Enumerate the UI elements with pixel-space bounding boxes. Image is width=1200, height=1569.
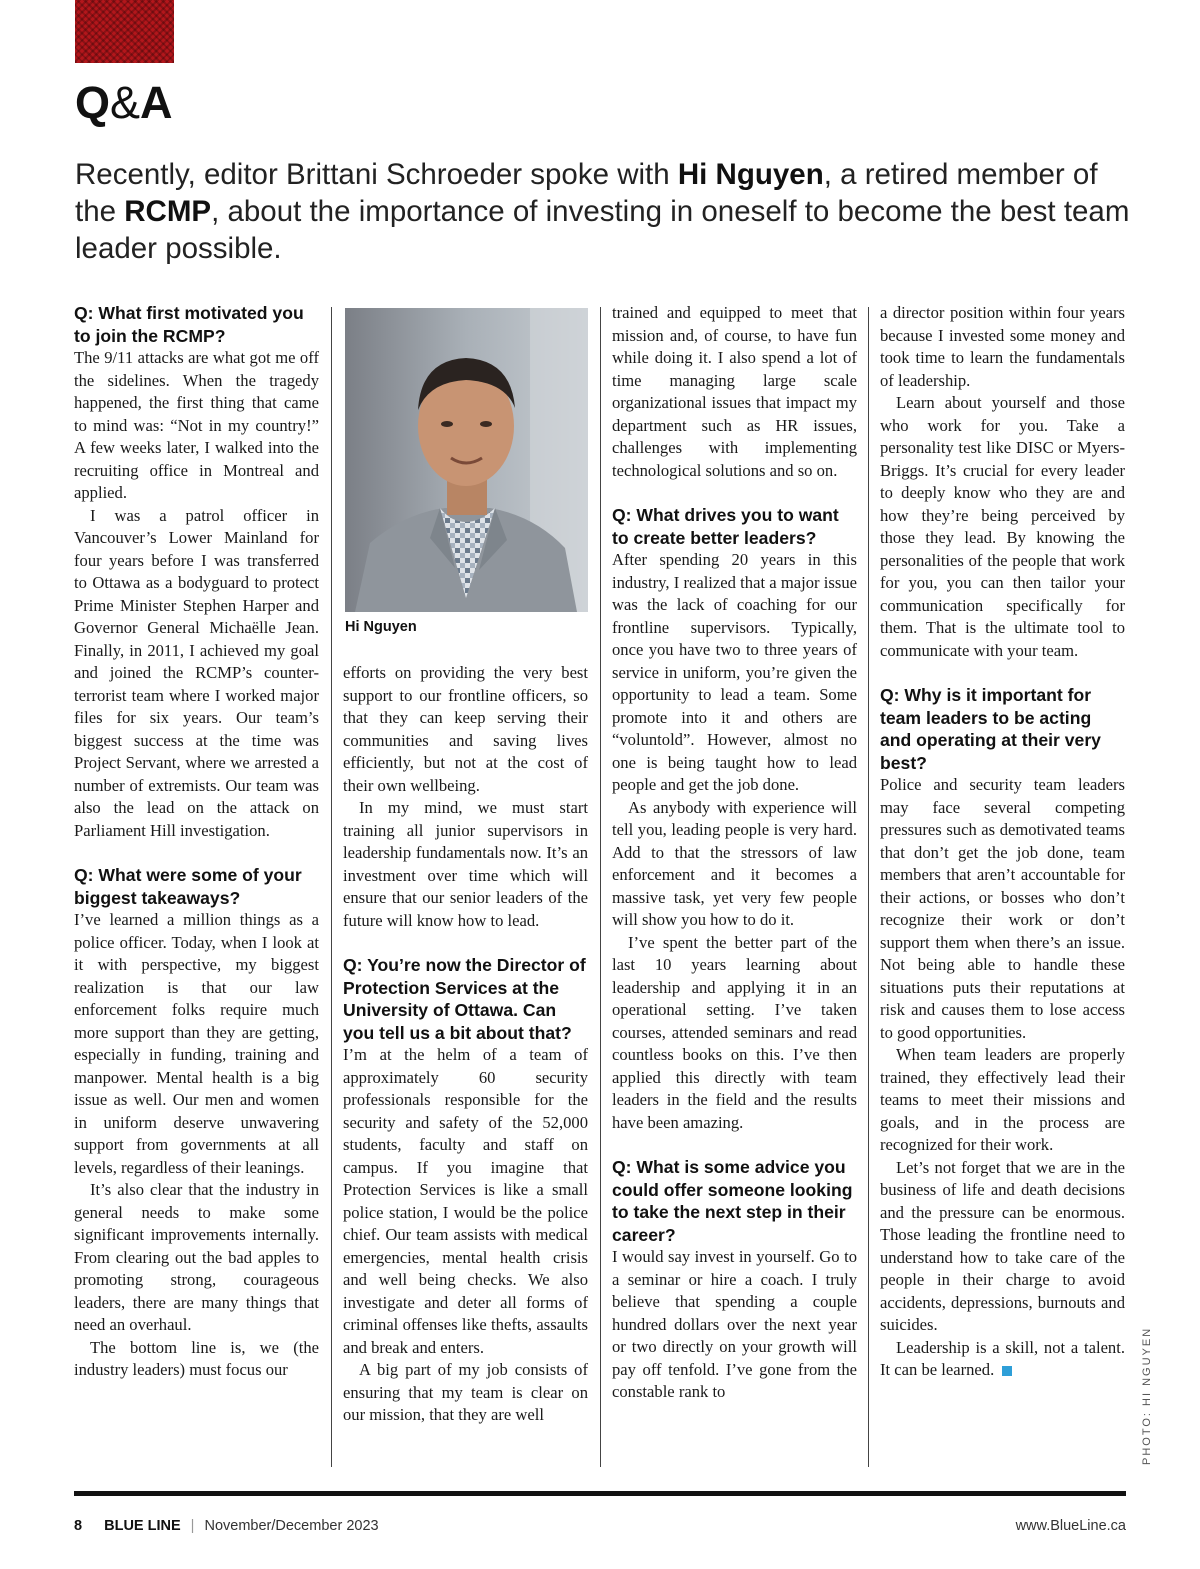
footer-separator: |	[190, 1518, 195, 1534]
answer-paragraph: A big part of my job consists of ensuring that my team is clear on our mission, that they are well	[343, 1360, 588, 1424]
issue-date: November/December 2023	[204, 1518, 379, 1534]
answer-paragraph: After spending 20 years in this industry, I realized that a major issue was the lack of coaching for our frontline supervisors. Typically, once you have two to three years of service in uniform, you’re given the opportunity to lead a team. Some promote into it and others are “voluntold”. However, almost no one is being taught how to lead people and get the job done.	[612, 550, 857, 794]
page-number: 8	[74, 1518, 83, 1534]
portrait-photo	[345, 308, 588, 612]
end-mark-icon	[1002, 1366, 1012, 1376]
answer-paragraph: I’ve learned a million things as a police officer. Today, when I look at it with perspective, my biggest realization is that our law enforcement folks require much more support than they are getting, especially in funding, training and manpower. Mental health is a big issue as well. Our men and women in uniform deserve unwavering support from governments at all levels, regardless of their leanings.	[74, 910, 319, 1177]
intro-text-2: , a retired member of the	[75, 158, 1098, 228]
answer-paragraph: trained and equipped to meet that mission and, of course, to have fun while doing it. I also spend a lot of time managing large scale organizational issues that impact my department such as HR issues, challenges with implementing technological solutions and so on.	[612, 303, 857, 480]
question-heading: Q: Why is it important for team leaders to be acting and operating at their very best?	[880, 685, 1101, 773]
answer-paragraph: When team leaders are properly trained, they effectively lead their teams to meet their missions and goals, and in the process are recognized for their work.	[880, 1045, 1125, 1154]
magazine-brand: BLUE LINE	[104, 1518, 181, 1534]
question-heading: Q: What were some of your biggest takeaways?	[74, 865, 302, 908]
article-column-3	[612, 302, 857, 1404]
column-divider	[868, 307, 869, 1467]
answer-paragraph: I was a patrol officer in Vancouver’s Lower Mainland for four years before I was transferred to Ottawa as a bodyguard to protect Prime Minister Stephen Harper and Governor General Michaëlle Jean. Finally, in 2011, I achieved my goal and joined the RCMP’s counter-terrorist team where I worked major files for six years. Our team’s biggest success at the time was Project Servant, where we arrested a number of extremists. Our team was also the lead on the attack on Parliament Hill investigation.	[74, 505, 319, 840]
website-url[interactable]: www.BlueLine.ca	[1015, 1518, 1126, 1534]
article-column-4	[880, 302, 1125, 1382]
answer-paragraph: I’m at the helm of a team of approximately 60 security professionals responsible for the security and safety of the 52,000 students, faculty and staff on campus. If you imagine that Protection Services is like a small police station, I would be the police chief. Our team assists with medical emergencies, mental health crisis and well being checks. We also investigate and deter all forms of criminal offenses like thefts, assaults and break and enters.	[343, 1045, 588, 1357]
section-title	[75, 76, 173, 130]
title-q: Q	[75, 77, 111, 128]
photo-caption: Hi Nguyen	[345, 619, 417, 635]
intro-text-1: Recently, editor Brittani Schroeder spoke with	[75, 158, 678, 191]
intro-text-3: , about the importance of investing in oneself to become the best team leader possible.	[75, 195, 1130, 265]
title-ampersand: &	[110, 77, 141, 128]
question-heading: Q: What drives you to want to create better leaders?	[612, 505, 839, 548]
answer-paragraph: It’s also clear that the industry in general needs to make some significant improvements internally. From clearing out the bad apples to promoting strong, courageous leaders, there are many things that need an overhaul.	[74, 1180, 319, 1334]
section-color-block	[75, 0, 174, 63]
answer-paragraph: The 9/11 attacks are what got me off the sidelines. When the tragedy happened, the first thing that came to mind was: “Not in my country!” A few weeks later, I walked into the recruiting office in Montreal and applied.	[74, 348, 319, 502]
intro-deck	[75, 156, 1135, 267]
page-footer	[74, 1518, 1126, 1540]
column-divider	[331, 307, 332, 1467]
answer-paragraph: Let’s not forget that we are in the business of life and death decisions and the pressure can be enormous. Those leading the frontline need to understand how to take care of the people in their charge to avoid accidents, depressions, burnouts and suicides.	[880, 1157, 1125, 1334]
article-column-1	[74, 302, 319, 1382]
answer-paragraph: In my mind, we must start training all junior supervisors in leadership fundamentals now. It’s an investment over time which will ensure that our senior leaders of the future will know how to lead.	[343, 798, 588, 930]
intro-org: RCMP	[124, 195, 212, 228]
answer-paragraph: I would say invest in yourself. Go to a seminar or hire a coach. I truly believe that spending a couple hundred dollars over the next year or two directly on your growth will pay off tenfold. I’ve gone from the constable rank to	[612, 1247, 857, 1401]
footer-rule	[74, 1491, 1126, 1496]
answer-paragraph: I’ve spent the better part of the last 10 years learning about leadership and applying it in an operational setting. I’ve taken courses, attended seminars and read countless books on this. I’ve then applied this directly with team leaders in the field and the results have been amazing.	[612, 932, 857, 1132]
column-divider	[600, 307, 601, 1467]
photo-credit: PHOTO: HI NGUYEN	[1141, 1326, 1153, 1465]
portrait-illustration	[345, 308, 588, 612]
question-heading: Q: You’re now the Director of Protection Services at the University of Ottawa. Can you tell us a bit about that?	[343, 955, 586, 1043]
question-heading: Q: What first motivated you to join the RCMP?	[74, 303, 304, 346]
answer-paragraph: efforts on providing the very best support to our frontline officers, so that they can keep serving their communities and saving lives efficiently, but not at the cost of their own wellbeing.	[343, 663, 588, 795]
footer-left	[74, 1518, 379, 1534]
answer-paragraph: a director position within four years because I invested some money and took time to learn the fundamentals of leadership.	[880, 303, 1125, 390]
answer-paragraph: As anybody with experience will tell you, leading people is very hard. Add to that the stressors of law enforcement and it becomes a massive task, yet very few people will show you how to do it.	[612, 797, 857, 929]
title-a: A	[140, 77, 173, 128]
intro-name: Hi Nguyen	[677, 158, 824, 191]
question-heading: Q: What is some advice you could offer someone looking to take the next step in their career?	[612, 1157, 853, 1245]
answer-paragraph: Police and security team leaders may face several competing pressures such as demotivated teams that don’t get the job done, team members that aren’t accountable for their actions, or bosses who don’t recognize their work or don’t support them when there’s an issue. Not being able to handle these situations puts their reputations at risk and causes them to lose access to good opportunities.	[880, 775, 1125, 1042]
answer-paragraph: Leadership is a skill, not a talent. It can be learned.	[880, 1337, 1125, 1379]
answer-paragraph: The bottom line is, we (the industry leaders) must focus our	[74, 1337, 319, 1379]
answer-paragraph: Learn about yourself and those who work for you. Take a personality test like DISC or Myers-Briggs. It’s crucial for every leader to deeply know who they are and how they’re being perceived by those they lead. By knowing the personalities of the people that work for you, you can then tailor your communication specifically for them. That is the ultimate tool to communicate with your team.	[880, 393, 1125, 660]
